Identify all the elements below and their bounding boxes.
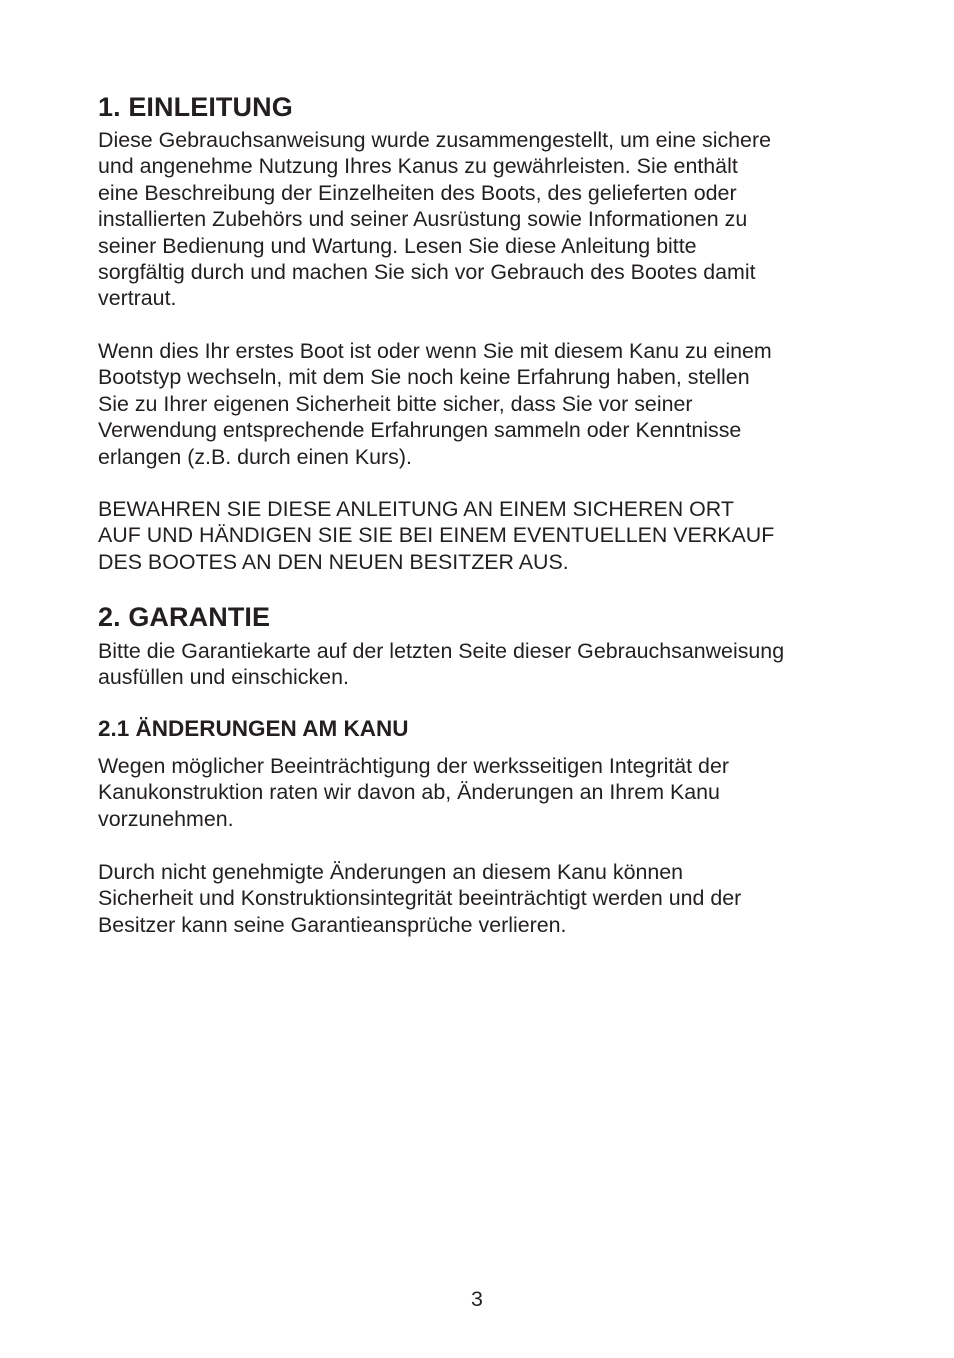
- text-line: DES BOOTES AN DEN NEUEN BESITZER AUS.: [98, 549, 569, 574]
- text-line: vorzunehmen.: [98, 806, 234, 831]
- text-line: ausfüllen und einschicken.: [98, 665, 349, 690]
- paragraph-aenderungen-intro: [98, 753, 868, 832]
- page-number: 3: [471, 1287, 483, 1311]
- text-line: Verwendung entsprechende Erfahrungen sammeln oder Kenntnisse: [98, 418, 742, 443]
- text-line: vertraut.: [98, 286, 177, 311]
- text-line: Wenn dies Ihr erstes Boot ist oder wenn Sie mit diesem Kanu zu einem: [98, 339, 772, 363]
- heading-garantie: 2. GARANTIE: [98, 602, 271, 632]
- text-line: sorgfältig durch und machen Sie sich vor Gebrauch des Bootes damit: [98, 260, 756, 285]
- text-line: Bootstyp wechseln, mit dem Sie noch keine Erfahrung haben, stellen: [98, 365, 750, 390]
- text-line: BEWAHREN SIE DIESE ANLEITUNG AN EINEM SICHEREN ORT: [98, 497, 734, 521]
- text-line: installierten Zubehörs und seiner Ausrüstung sowie Informationen zu: [98, 207, 748, 232]
- paragraph-einleitung-intro: [98, 127, 868, 312]
- paragraph-einleitung-notice: [98, 496, 868, 575]
- text-line: seiner Bedienung und Wartung. Lesen Sie diese Anleitung bitte: [98, 233, 697, 258]
- text-line: erlangen (z.B. durch einen Kurs).: [98, 444, 412, 469]
- paragraph-einleitung-first-boat: [98, 338, 868, 470]
- paragraph-aenderungen-warning: [98, 859, 868, 938]
- text-line: Kanukonstruktion raten wir davon ab, Änderungen an Ihrem Kanu: [98, 780, 720, 805]
- text-line: Diese Gebrauchsanweisung wurde zusammengestellt, um eine sichere: [98, 128, 771, 152]
- text-line: Sicherheit und Konstruktionsintegrität beeinträchtigt werden und der: [98, 886, 742, 911]
- heading-einleitung: 1. EINLEITUNG: [98, 92, 293, 122]
- text-line: Bitte die Garantiekarte auf der letzten Seite dieser Gebrauchsanweisung: [98, 639, 785, 663]
- text-line: AUF UND HÄNDIGEN SIE SIE BEI EINEM EVENTUELLEN VERKAUF: [98, 523, 775, 548]
- heading-aenderungen: 2.1 ÄNDERUNGEN AM KANU: [98, 716, 409, 741]
- text-line: Durch nicht genehmigte Änderungen an diesem Kanu können: [98, 860, 684, 884]
- text-line: Wegen möglicher Beeinträchtigung der werksseitigen Integrität der: [98, 754, 729, 778]
- text-line: und angenehme Nutzung Ihres Kanus zu gewährleisten. Sie enthält: [98, 154, 738, 179]
- text-line: Sie zu Ihrer eigenen Sicherheit bitte sicher, dass Sie vor seiner: [98, 391, 693, 416]
- paragraph-garantie: [98, 638, 868, 691]
- text-line: eine Beschreibung der Einzelheiten des Boots, des gelieferten oder: [98, 180, 737, 205]
- text-line: Besitzer kann seine Garantieansprüche verlieren.: [98, 912, 567, 937]
